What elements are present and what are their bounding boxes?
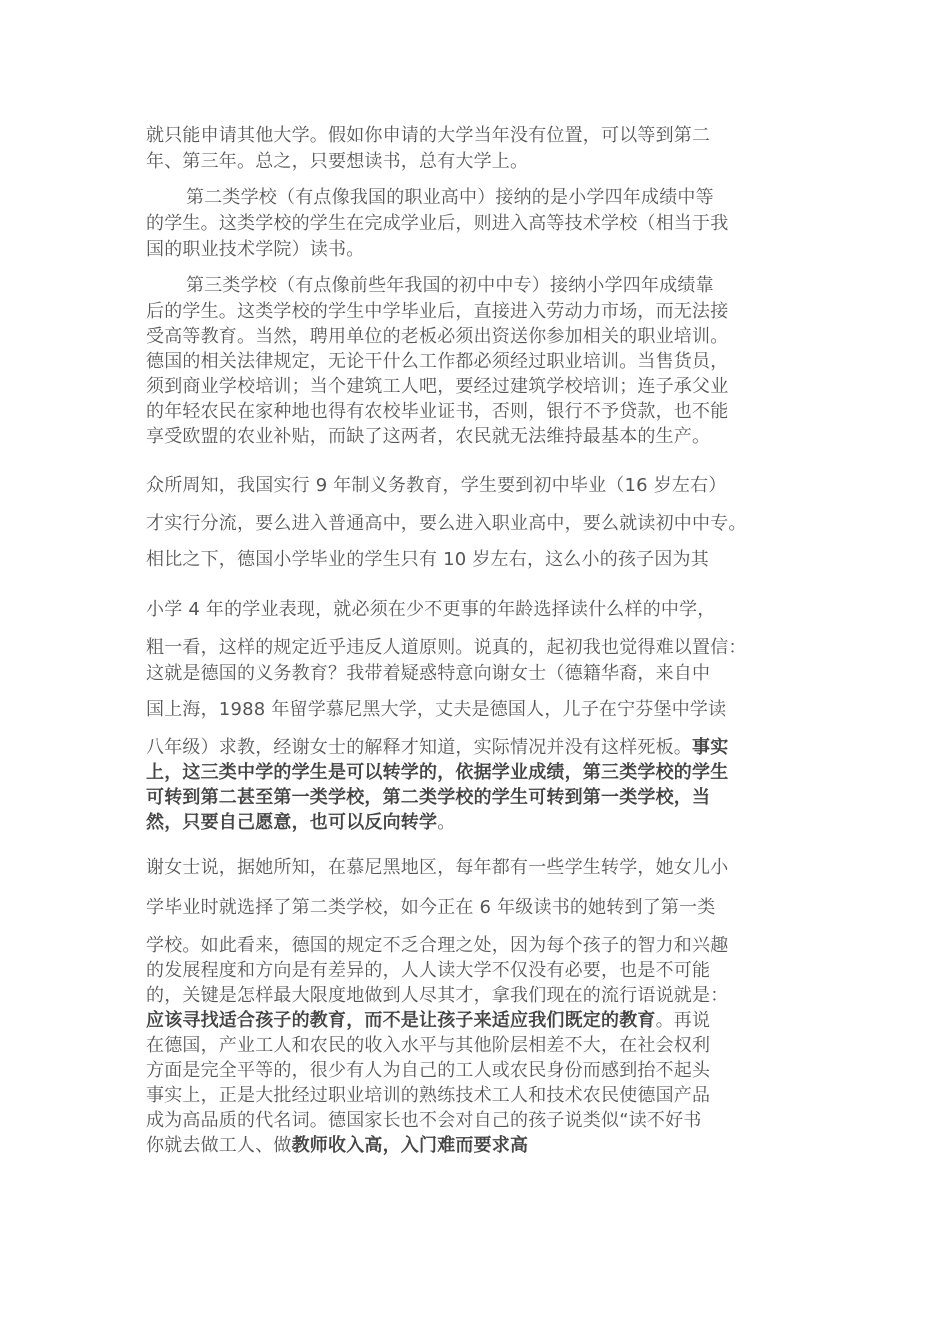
text-line: 众所周知，我国实行 9 年制义务教育，学生要到初中毕业（16 岁左右）: [146, 475, 727, 496]
text-line: 第二类学校（有点像我国的职业高中）接纳的是小学四年成绩中等: [186, 187, 714, 208]
text-line: 小学 4 年的学业表现，就必须在少不更事的年龄选择读什么样的中学，: [146, 599, 716, 620]
text-line: 谢女士说，据她所知，在慕尼黑地区，每年都有一些学生转学，她女儿小: [146, 857, 729, 878]
text-line: 粗一看，这样的规定近乎违反人道原则。说真的，起初我也觉得难以置信：: [146, 637, 747, 658]
text-line: 在德国，产业工人和农民的收入水平与其他阶层相差不大，在社会权利: [146, 1035, 711, 1056]
text-line: 享受欧盟的农业补贴，而缺了这两者，农民就无法维持最基本的生产。: [146, 426, 711, 447]
text-line: [146, 1134, 528, 1158]
text-line: 德国的相关法律规定，无论干什么工作都必须经过职业培训。当售货员，: [146, 351, 729, 372]
text-line: 的发展程度和方向是有差异的，人人读大学不仅没有必要，也是不可能: [146, 960, 711, 981]
text-line: 的年轻农民在家种地也得有农校毕业证书，否则，银行不予贷款，也不能: [146, 401, 729, 422]
emphasis-text: 事实: [692, 737, 729, 758]
text-line: 学校。如此看来，德国的规定不乏合理之处，因为每个孩子的智力和兴趣: [146, 935, 729, 956]
emphasis-text: 上，这三类中学的学生是可以转学的，依据学业成绩，第三类学校的学生: [146, 762, 729, 783]
text-line: 须到商业学校培训；当个建筑工人吧，要经过建筑学校培训；连子承父业: [146, 376, 729, 397]
text-run: 你就去做工人、做: [146, 1135, 292, 1156]
text-line: [146, 811, 455, 835]
text-line: 这就是德国的义务教育？我带着疑惑特意向谢女士（德籍华裔，来自中: [146, 663, 711, 684]
text-line: 才实行分流，要么进入普通高中，要么进入职业高中，要么就读初中中专。: [146, 513, 747, 534]
text-line: 方面是完全平等的，很少有人为自己的工人或农民身份而感到抬不起头: [146, 1060, 711, 1081]
text-line: 就只能申请其他大学。假如你申请的大学当年没有位置，可以等到第二: [146, 125, 711, 146]
text-line: [146, 736, 728, 760]
text-line: 受高等教育。当然，聘用单位的老板必须出资送你参加相关的职业培训。: [146, 326, 729, 347]
emphasis-text: 可转到第二甚至第一类学校，第二类学校的学生可转到第一类学校，当: [146, 787, 711, 808]
text-line: 成为高品质的代名词。德国家长也不会对自己的孩子说类似“读不好书: [146, 1110, 702, 1131]
text-line: [146, 1009, 710, 1033]
text-line: 学毕业时就选择了第二类学校，如今正在 6 年级读书的她转到了第一类: [146, 897, 716, 918]
text-line: 的，关键是怎样最大限度地做到人尽其才，拿我们现在的流行语说就是：: [146, 985, 729, 1006]
text-line: 相比之下，德国小学毕业的学生只有 10 岁左右，这么小的孩子因为其: [146, 549, 709, 570]
text-run: 。: [437, 812, 456, 833]
text-run: 八年级）求教，经谢女士的解释才知道，实际情况并没有这样死板。: [146, 737, 692, 758]
text-line: 后的学生。这类学校的学生中学毕业后，直接进入劳动力市场，而无法接: [146, 301, 729, 322]
text-line: 第三类学校（有点像前些年我国的初中中专）接纳小学四年成绩靠: [186, 275, 714, 296]
text-line: 年、第三年。总之，只要想读书，总有大学上。: [146, 151, 529, 172]
emphasis-text: 教师收入高，入门难而要求高: [291, 1135, 529, 1156]
emphasis-text: 然，只要自己愿意，也可以反向转学: [146, 812, 438, 833]
text-line: 的学生。这类学校的学生在完成学业后，则进入高等技术学校（相当于我: [146, 213, 729, 234]
text-line: 国的职业技术学院）读书。: [146, 239, 365, 260]
emphasis-text: 应该寻找适合孩子的教育，而不是让孩子来适应我们既定的教育: [146, 1010, 656, 1031]
text-line: 国上海，1988 年留学慕尼黑大学，丈夫是德国人，儿子在宁芬堡中学读: [146, 699, 727, 720]
text-run: 。再说: [655, 1010, 711, 1031]
text-line: 事实上，正是大批经过职业培训的熟练技术工人和技术农民使德国产品: [146, 1085, 711, 1106]
